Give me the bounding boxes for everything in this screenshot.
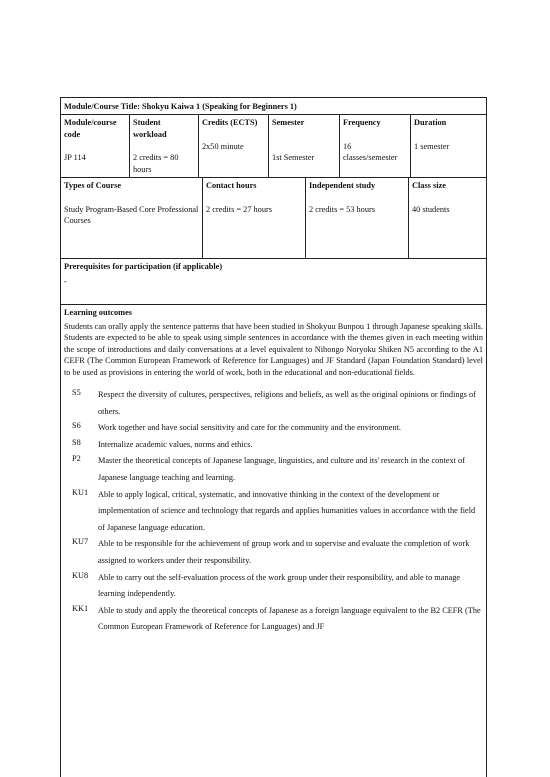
class-size-value: 40 students: [412, 204, 450, 214]
student-workload-cell: [130, 115, 199, 177]
outcome-code: S5: [72, 388, 81, 398]
learning-outcomes-list: [64, 387, 483, 636]
independent-study-cell: [306, 178, 409, 258]
class-size-cell: [409, 178, 486, 258]
outcome-code: KK1: [72, 603, 89, 613]
frequency-cell: [340, 115, 411, 177]
credits-header: Credits (ECTS): [202, 118, 258, 128]
frequency-value: 16 classes/semester: [343, 141, 398, 163]
prerequisites-section: [61, 259, 486, 305]
outcome-code: KU7: [72, 537, 89, 547]
contact-hours-cell: [203, 178, 306, 258]
outcome-text: Able to study and apply the theoretical concepts of Japanese as a foreign language equivalent to the B2 CEFR (The Common European Framework of Reference for Languages) and JF: [98, 605, 481, 632]
learning-outcomes-header: Learning outcomes: [64, 308, 132, 318]
types-of-course-header: Types of Course: [64, 181, 122, 191]
outcome-code: S6: [72, 421, 81, 431]
module-code-header: Module/course code: [64, 118, 117, 139]
outcome-item: [64, 420, 483, 437]
module-code-value: JP 114: [64, 153, 86, 163]
outcome-item: [64, 437, 483, 454]
outcome-code: KU1: [72, 487, 89, 497]
credits-value: 2x50 minute: [202, 141, 244, 151]
outcome-item: [64, 603, 483, 636]
learning-outcomes-paragraph: Students can orally apply the sentence patterns that have been studied in Shokyuu Bunpou 1 through Japanese speaking skills. Students are expected to be able to speak using simple sentences in accordance with the themes given in each meeting within the scope of introductions and daily conversations at a level equivalent to Nihongo Noryoku Shiken N5 according to the A1 CEFR (The Common European Framework of Reference for Languages) and JF Standard (Japan Foundation Standard) level to be used as provisions in entering the world of work, both in the educational and non-educational fields.: [64, 321, 483, 377]
module-info-row: [61, 115, 486, 178]
independent-study-header: Independent study: [309, 181, 376, 191]
types-of-course-cell: [61, 178, 203, 258]
frequency-header: Frequency: [343, 118, 381, 128]
duration-value: 1 semester: [414, 141, 450, 151]
outcome-text: Work together and have social sensitivity and care for the community and the environment.: [98, 423, 401, 433]
outcome-item: [64, 487, 483, 537]
outcome-item: [64, 570, 483, 603]
duration-header: Duration: [414, 118, 447, 128]
semester-cell: [269, 115, 340, 177]
course-type-row: [61, 178, 486, 259]
student-workload-header: Student workload: [133, 118, 167, 139]
contact-hours-header: Contact hours: [206, 181, 257, 191]
outcome-text: Master the theoretical concepts of Japanese language, linguistics, and culture and its' research in the context of Japanese language teaching and learning.: [98, 456, 465, 483]
outcome-text: Able to carry out the self-evaluation process of the work group under their responsibility, and able to manage learning independently.: [98, 572, 461, 599]
outcome-text: Internalize academic values, norms and ethics.: [98, 439, 253, 449]
prerequisites-header: Prerequisites for participation (if applicable): [64, 262, 223, 272]
outcome-item: [64, 536, 483, 569]
prerequisites-value: -: [64, 276, 67, 286]
semester-header: Semester: [272, 118, 305, 128]
student-workload-value: 2 credits = 80 hours: [133, 153, 179, 174]
semester-value: 1st Semester: [272, 152, 315, 162]
outcome-code: P2: [72, 454, 81, 464]
outcome-text: Respect the diversity of cultures, perspectives, religions and beliefs, as well as the original opinions or findings of others.: [98, 390, 476, 416]
credits-cell: [199, 115, 269, 177]
module-title: Module/Course Title: Shokyu Kaiwa 1 (Speaking for Beginners 1): [61, 98, 486, 115]
module-description-table: [60, 97, 487, 777]
types-of-course-value: Study Program-Based Core Professional Courses: [64, 204, 199, 226]
class-size-header: Class size: [412, 181, 446, 191]
module-code-cell: [61, 115, 130, 177]
independent-study-value: 2 credits = 53 hours: [309, 204, 375, 214]
outcome-item: [64, 453, 483, 486]
contact-hours-value: 2 credits = 27 hours: [206, 204, 272, 214]
outcome-code: KU8: [72, 570, 89, 580]
outcome-code: S8: [72, 437, 81, 447]
outcome-text: Able to be responsible for the achievement of group work and to supervise and evaluate the completion of work assigned to workers under their responsibility.: [98, 539, 470, 565]
outcome-item: [64, 387, 483, 420]
outcome-text: Able to apply logical, critical, systematic, and innovative thinking in the context of the development or implementation of science and technology that regards and applies humanities values in accordance with the field of Japanese language education.: [98, 489, 476, 532]
learning-outcomes-section: [61, 305, 486, 638]
duration-cell: [411, 115, 486, 177]
